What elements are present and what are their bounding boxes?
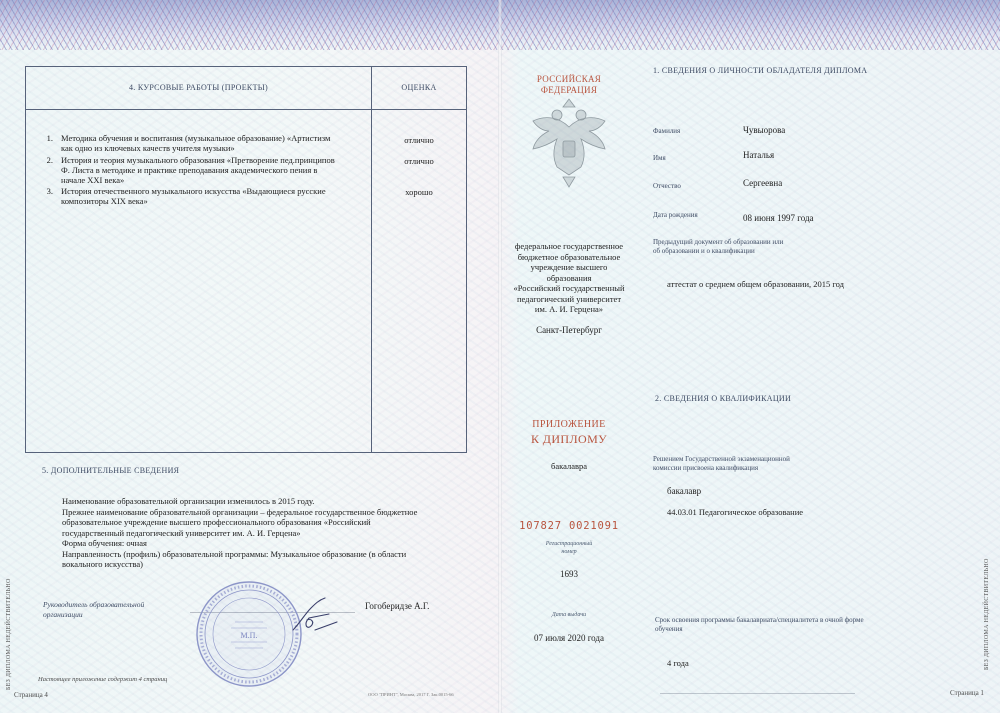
additional-info-text — [62, 496, 462, 570]
info-line: государственный педагогический университет им. А. И. Герцена» — [62, 527, 301, 538]
degree-level: бакалавра — [551, 461, 587, 471]
info-line: образовательное учреждение высшего профессионального образования «Российский — [62, 517, 371, 527]
qualification-value: бакалавр — [667, 486, 702, 496]
surname-value: Чувыорова — [743, 125, 786, 135]
coursework-table — [25, 66, 467, 453]
previous-document-value: аттестат о среднем общем образовании, 2015 год — [667, 279, 845, 289]
page-number-right: Страница 1 — [950, 689, 984, 697]
birth-date-label: Дата рождения — [653, 211, 698, 219]
org-line: образования — [546, 272, 592, 283]
vertical-validity-note-left: БЕЗ ДИПЛОМА НЕДЕЙСТВИТЕЛЬНО — [6, 578, 12, 690]
study-term-label — [655, 616, 925, 634]
patronymic-value: Сергеевна — [743, 178, 783, 188]
head-label-line: организации — [43, 609, 83, 619]
qualification-code: 44.03.01 Педагогическое образование — [667, 507, 804, 517]
study-term-value: 4 года — [667, 658, 689, 668]
bottom-rule — [660, 693, 855, 694]
previous-document-label — [653, 238, 823, 256]
section1-title: 1. СВЕДЕНИЯ О ЛИЧНОСТИ ОБЛАДАТЕЛЯ ДИПЛОМА — [653, 66, 868, 75]
info-line: вокального искусства) — [62, 559, 143, 569]
org-line: им. А. И. Герцена» — [534, 304, 604, 314]
info-line: Направленность (профиль) образовательной программы: Музыкальное образование (в области — [62, 548, 407, 559]
coursework-grade: хорошо — [405, 187, 433, 197]
term-label-line: обучения — [655, 625, 683, 633]
reg-label-line: номер — [561, 548, 577, 555]
coursework-item-line: История и теория музыкального образования «Претворение пед.принципов — [61, 155, 335, 165]
info-line: Наименование образовательной организации изменилось в 2015 году. — [62, 496, 315, 506]
org-line: «Российский государственный — [513, 283, 625, 293]
double-headed-eagle-emblem — [527, 97, 611, 189]
serial-number: 107827 0021091 — [519, 520, 619, 532]
grade-header: ОЦЕНКА — [401, 83, 437, 92]
info-line: Прежнее наименование образовательной организации – федеральное государственное бюджетное — [62, 506, 418, 517]
head-of-organization-label — [43, 600, 163, 619]
coursework-item-line: как одно из ключевых качеств учителя музыки» — [61, 143, 235, 153]
issue-date-label: Дата выдачи — [551, 612, 587, 618]
country-line: ФЕДЕРАЦИЯ — [540, 85, 598, 95]
organization-name — [506, 241, 632, 315]
coursework-item-number: 2. — [46, 155, 53, 165]
qualification-label — [653, 455, 833, 473]
info-line: Форма обучения: очная — [62, 538, 147, 548]
stamp-mark: М.П. — [240, 631, 258, 640]
coursework-item-line: История отечественного музыкального искусства «Выдающиеся русские — [61, 186, 326, 196]
printer-info: ООО "ПРИНТ", Москва, 2017 Г. Зак.0015-66 — [368, 692, 454, 697]
country-title — [502, 74, 636, 96]
coursework-grade: отлично — [404, 156, 434, 166]
birth-date-value: 08 июня 1997 года — [743, 213, 814, 223]
supplement-line: К ДИПЛОМУ — [530, 432, 608, 446]
reg-label-line: Регистрационный — [545, 541, 593, 547]
section2-title: 2. СВЕДЕНИЯ О КВАЛИФИКАЦИИ — [655, 394, 792, 403]
registration-label — [502, 541, 636, 556]
coursework-item-number: 1. — [46, 133, 53, 143]
patronymic-label: Отчество — [653, 182, 681, 190]
vertical-validity-note-right: БЕЗ ДИПЛОМА НЕДЕЙСТВИТЕЛЬНО — [984, 558, 990, 670]
coursework-grade: отлично — [404, 135, 434, 145]
coursework-header: 4. КУРСОВЫЕ РАБОТЫ (ПРОЕКТЫ) — [129, 83, 268, 92]
registration-number: 1693 — [560, 569, 578, 579]
coursework-item-line: композиторы XIX века» — [61, 196, 148, 206]
prev-doc-label-line: об образовании и о квалификации — [653, 247, 755, 255]
pages-count-note: Настоящее приложение содержит 4 страниц — [38, 676, 168, 683]
org-line: федеральное государственное — [514, 241, 624, 251]
name-value: Наталья — [743, 150, 775, 160]
qual-label-line: Решением Государственной экзаменационной — [653, 455, 790, 463]
surname-label: Фамилия — [653, 127, 681, 135]
center-fold — [498, 0, 502, 713]
page-number-left: Страница 4 — [14, 691, 48, 699]
additional-info-title: 5. ДОПОЛНИТЕЛЬНЫЕ СВЕДЕНИЯ — [42, 466, 180, 475]
signature — [285, 594, 345, 634]
qual-label-line: комиссии присвоена квалификация — [653, 464, 759, 472]
coursework-item-number: 3. — [46, 186, 53, 196]
org-line: бюджетное образовательное — [517, 251, 621, 262]
supplement-line: ПРИЛОЖЕНИЕ — [532, 419, 606, 430]
org-line: педагогический университет — [516, 293, 622, 304]
coursework-item-line: Ф. Листа в методике и практике преподавания академического пения в — [61, 165, 318, 175]
supplement-title — [502, 418, 636, 446]
table-header-divider — [26, 109, 466, 110]
issue-date: 07 июля 2020 года — [534, 633, 604, 643]
coursework-item-line: начале XXI века» — [61, 175, 125, 185]
name-label: Имя — [653, 154, 666, 162]
head-name: Гогоберидзе А.Г. — [365, 601, 430, 611]
table-column-divider — [371, 67, 372, 452]
head-label-line: Руководитель образовательной — [43, 600, 145, 609]
country-line: РОССИЙСКАЯ — [536, 74, 602, 84]
org-line: учреждение высшего — [530, 262, 608, 272]
coursework-item-line: Методика обучения и воспитания (музыкальное образование) «Артистизм — [61, 133, 331, 143]
organization-city: Санкт-Петербург — [536, 325, 602, 335]
prev-doc-label-line: Предыдущий документ об образовании или — [653, 238, 784, 246]
term-label-line: Срок освоения программы бакалавриата/специалитета в очной форме — [655, 616, 864, 624]
